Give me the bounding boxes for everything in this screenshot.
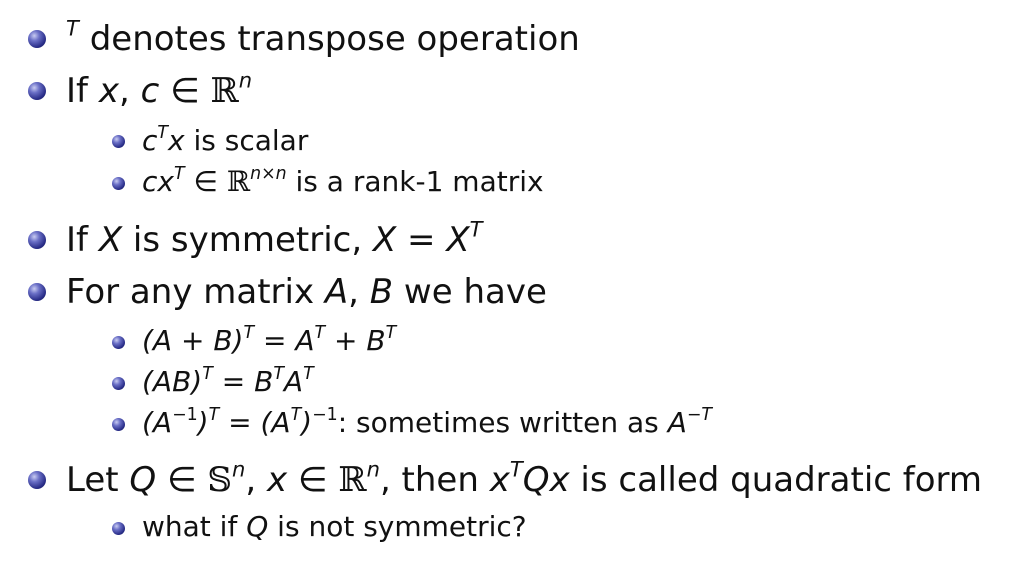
bullet-item: $(A + B)^T = A^T + B^T$ xyxy=(142,322,397,357)
bullet-icon xyxy=(28,471,46,489)
bullet-item: $c^Tx$ is scalar xyxy=(142,122,309,157)
bullet-icon xyxy=(112,177,125,190)
bullet-item: $^T$ denotes transpose operation xyxy=(66,15,580,59)
bullet-icon xyxy=(28,231,46,249)
bullet-icon xyxy=(28,82,46,100)
bullet-icon xyxy=(112,418,125,431)
bullet-item: For any matrix A, B we have xyxy=(66,272,547,312)
bullet-item: If x, c ∈ ℝ$^n$ xyxy=(66,67,253,111)
bullet-icon xyxy=(112,377,125,390)
bullet-item: If X is symmetric, $X = X^T$ xyxy=(66,216,483,260)
bullet-icon xyxy=(28,30,46,48)
bullet-icon xyxy=(112,522,125,535)
bullet-item: what if Q is not symmetric? xyxy=(142,510,527,543)
bullet-icon xyxy=(28,283,46,301)
bullet-item: Let Q ∈ 𝕊$^n$, x ∈ ℝ$^n$, then $x^TQx$ is called quadratic form xyxy=(66,456,983,500)
bullet-icon xyxy=(112,336,125,349)
bullet-item: $(AB)^T = B^TA^T$ xyxy=(142,363,314,398)
bullet-icon xyxy=(112,135,125,148)
bullet-item: $(A^{-1})^T = (A^T)^{-1}$: sometimes written as $A^{-T}$ xyxy=(142,404,712,439)
bullet-item: $cx^T$ ∈ ℝ$^{n\times n}$ is a rank-1 matrix xyxy=(142,163,544,198)
